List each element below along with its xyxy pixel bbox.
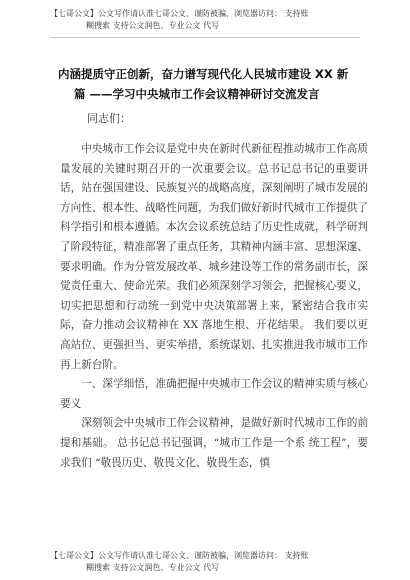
header-line-2: 糊搜索 支持公文润色、专业公文 代写 <box>86 21 220 30</box>
title-line-2: 篇 ——学习中央城市工作会议精神研讨交流发言 <box>74 87 320 101</box>
page-header <box>50 8 360 32</box>
document-body <box>60 140 368 473</box>
page-footer <box>50 550 360 574</box>
footer-line-1: 【七哥公文】公文写作请认准七哥公文、谨防被骗，浏览器访问： 支持账 <box>50 551 309 560</box>
header-divider <box>50 37 360 38</box>
document-title <box>58 64 370 104</box>
greeting: 同志们： <box>87 112 131 125</box>
footer-line-2: 糊搜索 支持公文润色、专业公文 代写 <box>86 563 220 572</box>
header-line-1: 【七哥公文】公文写作请认准七哥公文、谨防被骗，浏览器访问： 支持账 <box>50 9 309 18</box>
paragraph-section-1: 深刻领会中央城市工作会议精神，是做好新时代城市工作的前提和基础。 总书记总书记强调，“城市工作是一个系 统工程”，要求我们 “敬畏历史、敬畏文化、敬畏生态，慎 <box>60 417 368 469</box>
title-line-1: 内涵提质守正创新，奋力谱写现代化人民城市建设 XX 新 <box>58 67 349 81</box>
section-heading-1: 一、深学细悟，准确把握中央城市工作会议的精神实质与核心要义 <box>60 378 368 410</box>
paragraph-intro: 中央城市工作会议是党中央在新时代新征程推动城市工作高质量发展的关键时期召开的一次重要会议。总书记总书记的重要讲话，站在强国建设、民族复兴的战略高度，深刻阐明了城市发展的方向性、根本性、战略性问题，为我们做好新时代城市工作提供了科学指引和根本遵循。本次会议系统总结了历史性成就，科学研判了阶段特征，精准部署了重点任务，其精神内涵丰富、思想深邃、要求明确。作为分管发展改革、城乡建设等工作的常务副市长，深觉责任重大、使命光荣。我们必须深刻学习领会，把握核心要义，切实把思想和行动统一到党中央决策部署上来，紧密结合我市实际，奋力推动会议精神在 XX 落地生根、开花结果。 我们要以更高站位、更强担当、更实举措，系统谋划、扎实推进我市城市工作再上新台阶。 <box>60 143 368 371</box>
